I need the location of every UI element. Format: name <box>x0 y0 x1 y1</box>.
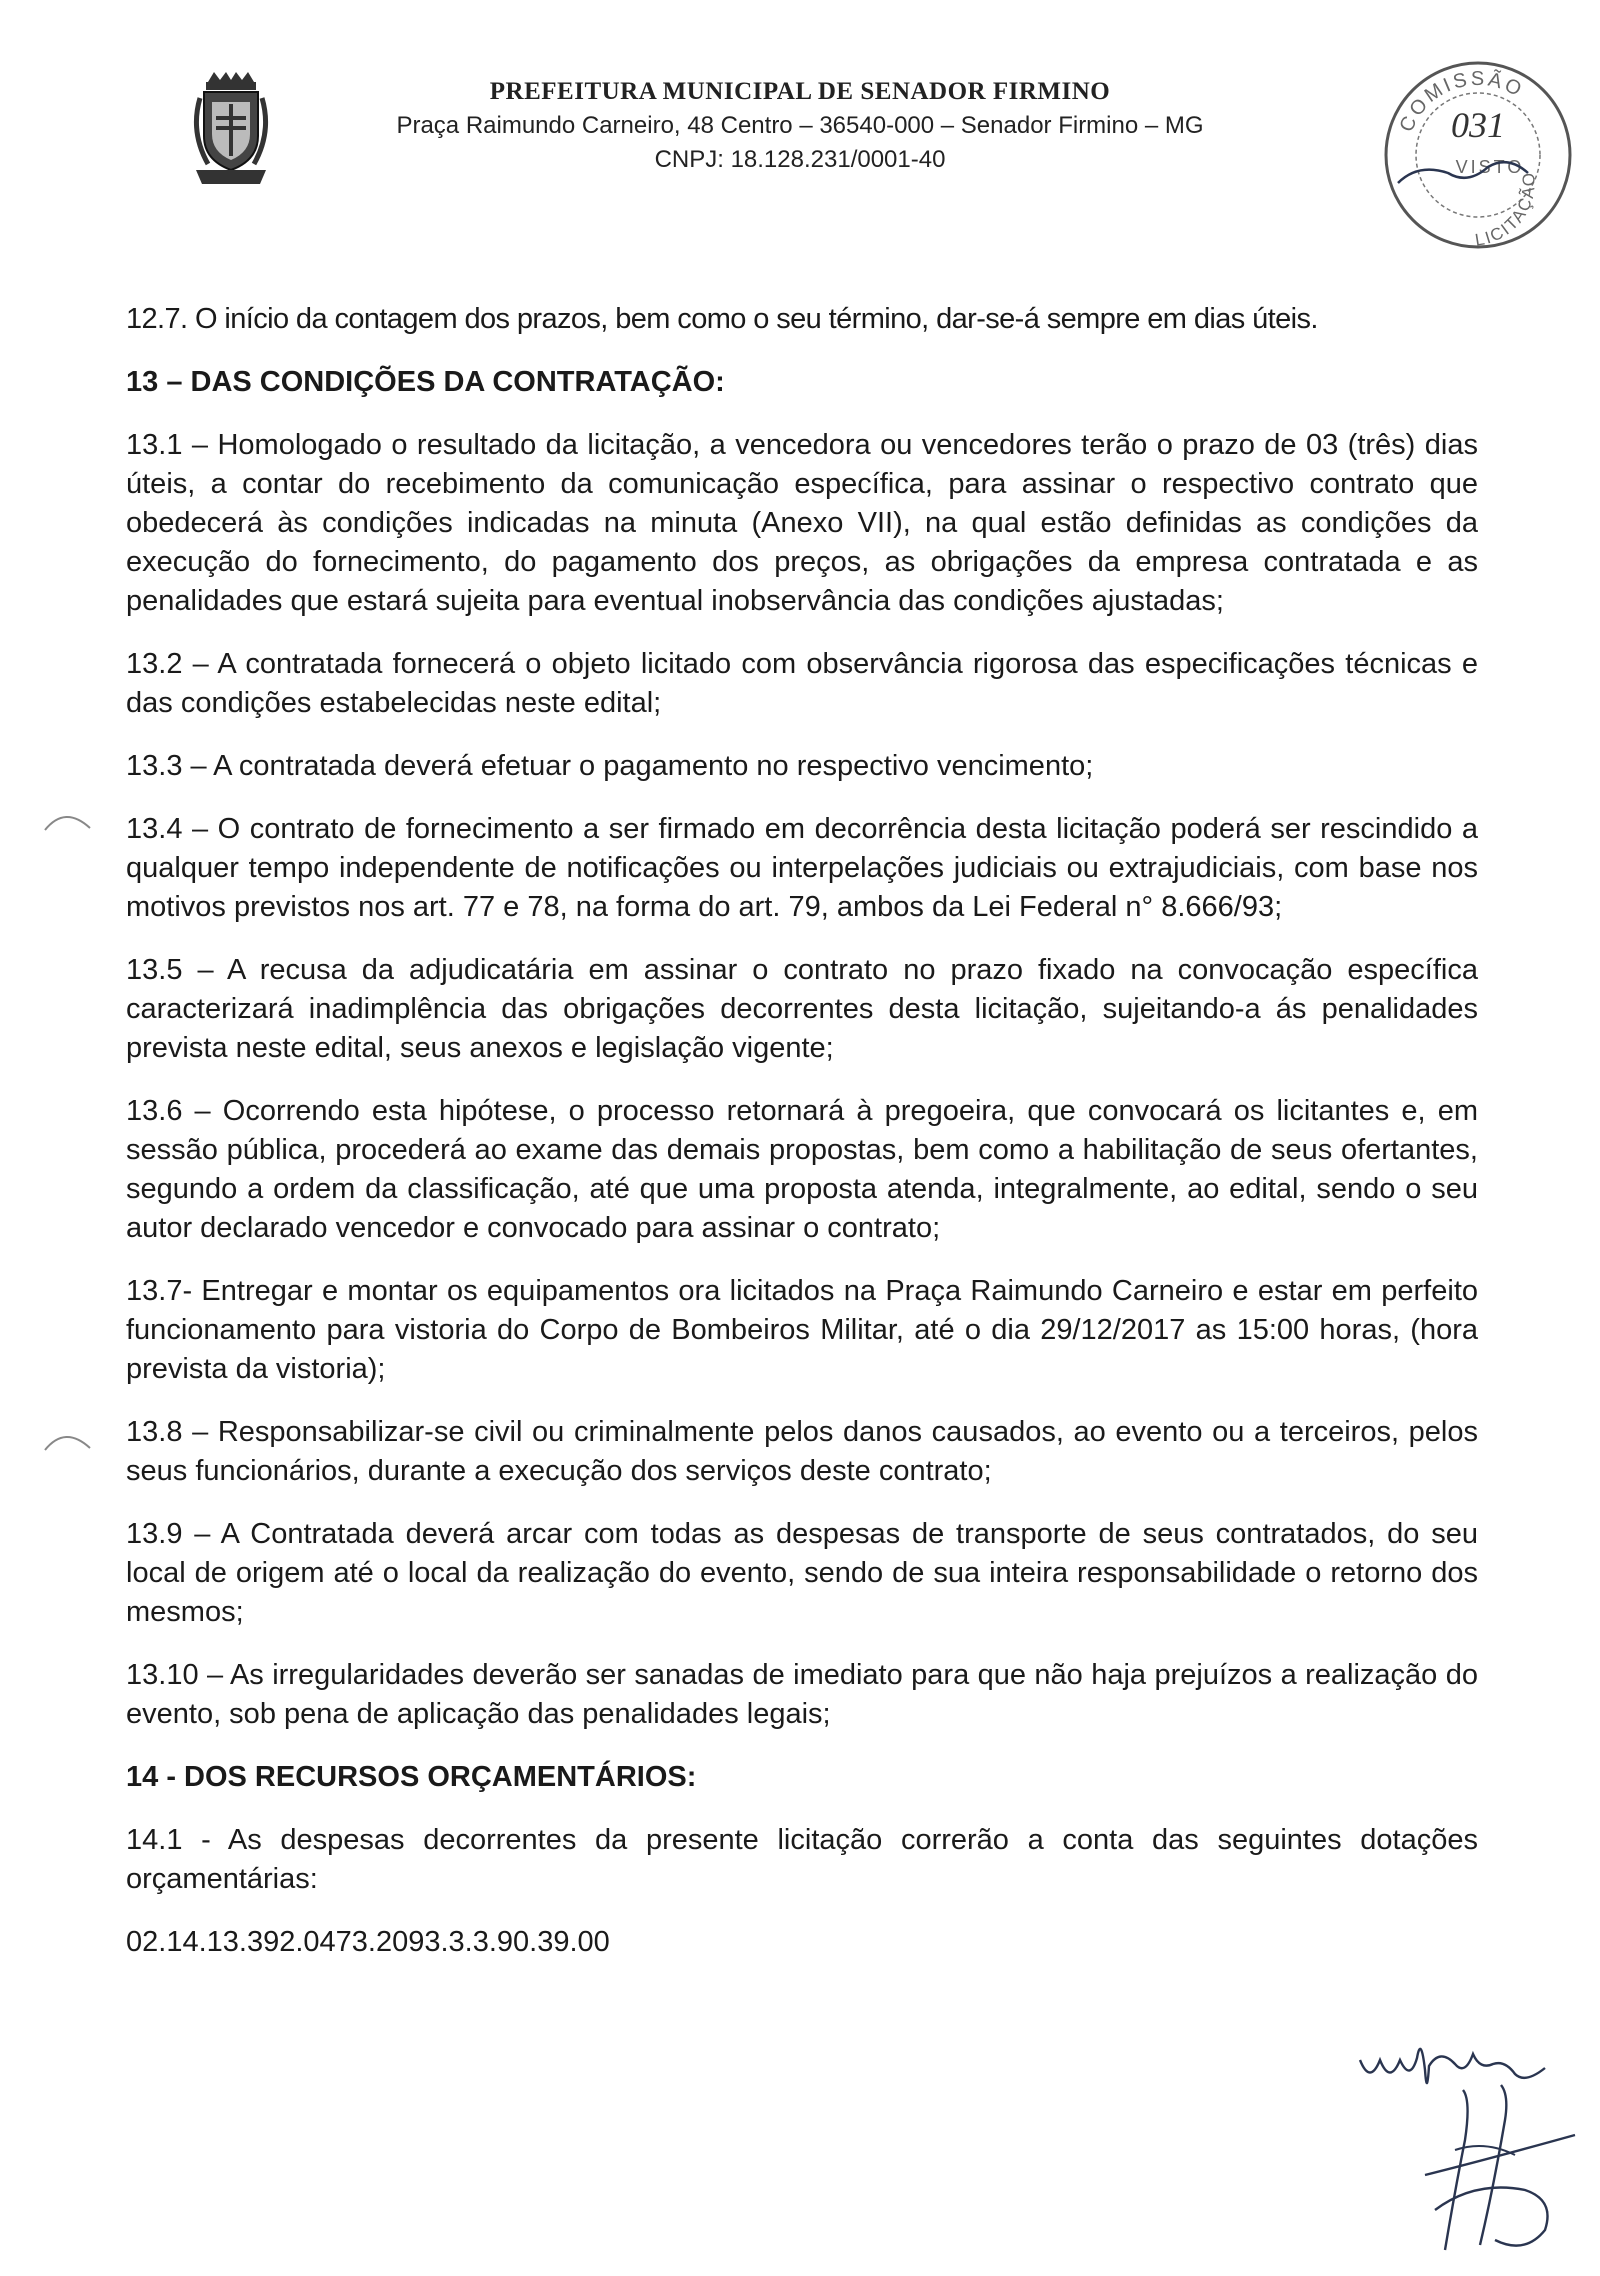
municipality-address: Praça Raimundo Carneiro, 48 Centro – 36540-000 – Senador Firmino – MG <box>396 112 1204 139</box>
clause-13-2: 13.2 – A contratada fornecerá o objeto licitado com observância rigorosa das especificações técnicas e das condições estabelecidas neste edital; <box>126 648 1478 719</box>
clause-13-8: 13.8 – Responsabilizar-se civil ou criminalmente pelos danos causados, ao evento ou a terceiros, pelos seus funcionários, durante a execução dos serviços deste contrato; <box>126 1416 1478 1487</box>
svg-text:LICITAÇÃO <box>1458 166 1556 252</box>
stamp-number: 031 <box>1451 105 1505 145</box>
clause-13-10: 13.10 – As irregularidades deverão ser sanadas de imediato para que não haja prejuízos a realização do evento, sob pena de aplicação das penalidades legais; <box>126 1659 1478 1730</box>
municipality-cnpj: CNPJ: 18.128.231/0001-40 <box>654 146 946 173</box>
municipality-name: PREFEITURA MUNICIPAL DE SENADOR FIRMINO <box>489 78 1111 105</box>
stamp-top-text: COMISSÃO <box>1395 67 1528 136</box>
clause-13-7: 13.7- Entregar e montar os equipamentos ora licitados na Praça Raimundo Carneiro e estar em perfeito funcionamento para vistoria do Corpo de Bombeiros Militar, até o dia 29/12/2017 as 15:00 horas, (hora prevista da vistoria); <box>126 1275 1478 1385</box>
letterhead <box>300 78 1300 174</box>
clause-14-1: 14.1 - As despesas decorrentes da presente licitação correrão a conta das seguintes dotações orçamentárias: <box>126 1824 1478 1895</box>
margin-mark-icon <box>40 1420 100 1460</box>
clause-13-5: 13.5 – A recusa da adjudicatária em assinar o contrato no prazo fixado na convocação específica caracterizará inadimplência das obrigações decorrentes desta licitação, sujeitando-a ás penalidades prevista neste edital, seus anexos e legislação vigente; <box>126 954 1478 1064</box>
signature-rubric-icon <box>1405 2080 1585 2260</box>
section-14-heading: 14 - DOS RECURSOS ORÇAMENTÁRIOS: <box>126 1761 697 1793</box>
section-13-heading: 13 – DAS CONDIÇÕES DA CONTRATAÇÃO: <box>126 366 725 398</box>
stamp-bottom-text: LICITAÇÃO <box>1473 170 1539 250</box>
commission-stamp <box>1378 55 1578 255</box>
clause-13-6: 13.6 – Ocorrendo esta hipótese, o processo retornará à pregoeira, que convocará os licitantes e, em sessão pública, procederá ao exame das demais propostas, bem como a habilitação de seus ofertantes, segundo a ordem da classificação, até que uma proposta atenda, integralmente, ao edital, sendo o seu autor declarado vencedor e convocado para assinar o contrato; <box>126 1095 1478 1244</box>
clause-13-1: 13.1 – Homologado o resultado da licitação, a vencedora ou vencedores terão o prazo de 03 (três) dias úteis, a contar do recebimento da comunicação específica, para assinar o respectivo contrato que obedecerá às condições indicadas na minuta (Anexo VII), na qual estão definidas as condições da execução do fornecimento, do pagamento dos preços, as obrigações da empresa contratada e as penalidades que estará sujeita para eventual inobservância das condições ajustadas; <box>126 429 1478 617</box>
coat-of-arms-icon <box>190 72 272 190</box>
clause-13-4: 13.4 – O contrato de fornecimento a ser firmado em decorrência desta licitação poderá ser rescindido a qualquer tempo independente de notificações ou interpelações judiciais ou extrajudiciais, com base nos motivos previstos nos art. 77 e 78, na forma do art. 79, ambos da Lei Federal n° 8.666/93; <box>126 813 1478 923</box>
stamp-visto: VISTO <box>1455 157 1525 177</box>
document-body <box>126 300 1478 1986</box>
clause-13-9: 13.9 – A Contratada deverá arcar com todas as despesas de transporte de seus contratados, do seu local de origem até o local da realização do evento, sendo de sua inteira responsabilidade o retorno dos mesmos; <box>126 1518 1478 1628</box>
margin-mark-icon <box>40 800 100 840</box>
clause-12-7: 12.7. O início da contagem dos prazos, bem como o seu término, dar-se-á sempre em dias úteis. <box>126 303 1318 335</box>
clause-13-3: 13.3 – A contratada deverá efetuar o pagamento no respectivo vencimento; <box>126 750 1094 782</box>
budget-allocation-code: 02.14.13.392.0473.2093.3.3.90.39.00 <box>126 1926 610 1958</box>
